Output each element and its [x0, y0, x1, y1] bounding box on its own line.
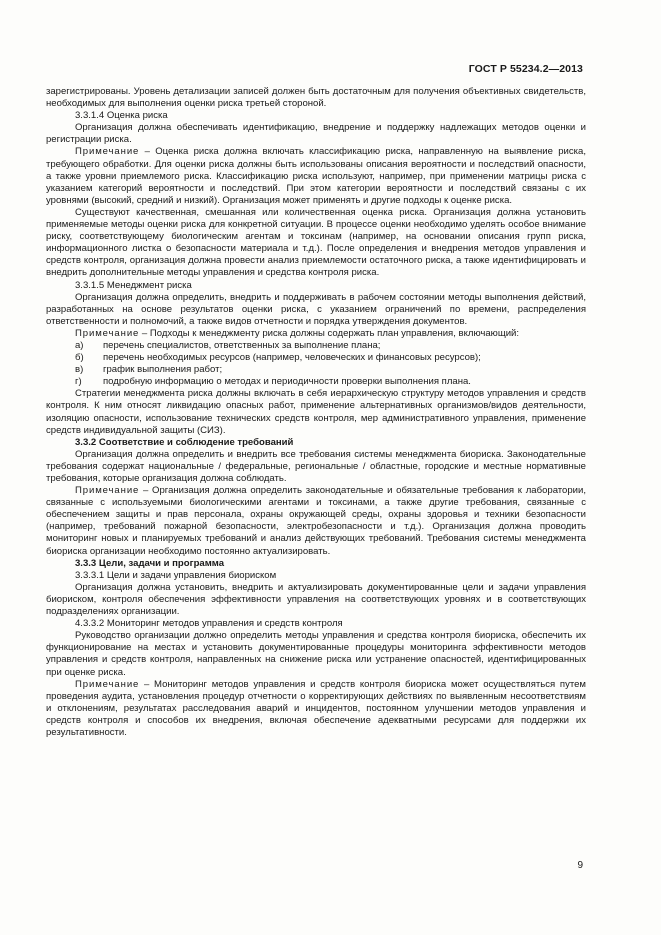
paragraph: Организация должна определить, внедрить и поддерживать в рабочем состоянии методы выполнения действий, разработанных на основе результатов оценки риска, с указанием ограничений по времени, распределения ответственности и полномочий, а также видов отчетности и порядка утверждения документов.: [46, 291, 586, 327]
list-item-text: подробную информацию о методах и периодичности проверки выполнения плана.: [103, 376, 471, 388]
list-marker: а): [75, 339, 84, 351]
plan-list: [46, 340, 586, 388]
paragraph: Стратегии менеджмента риска должны включать в себя иерархическую структуру методов управления и средств контроля. К ним относят ликвидацию опасных работ, применение альтернативных организмов/видов деятельности, изоляцию опасности, использование технических средств контроля, мер административного управления, применение средств индивидуальной защиты (СИЗ).: [46, 388, 586, 436]
note-text: – Подходы к менеджменту риска должны содержать план управления, включающий:: [139, 327, 520, 339]
document-id-header: ГОСТ Р 55234.2—2013: [468, 63, 583, 75]
list-marker: г): [75, 376, 82, 388]
note-paragraph: [46, 679, 586, 739]
note-text: – Оценка риска должна включать классификацию риска, направленную на выявление риска, требующего обработки. Для оценки риска должны быть использованы описания вероятности и последствий опасности, а также уровни приемлемого риска. Классификацию риска используют, например, при применении матрицы риска с указанием категорий вероятности и последствий. При этом категории вероятности и последствий связаны с их уровнями (высокий, средний и низкий). Организация может применять и другие подходы к оценке риска.: [46, 146, 586, 206]
section-heading-3-3-1-4: 3.3.1.4 Оценка риска: [75, 110, 168, 122]
section-heading-3-3-2: 3.3.2 Соответствие и соблюдение требований: [75, 436, 294, 448]
paragraph: Руководство организации должно определить методы управления и средства контроля биориска, обеспечить их функционирование на местах и установить документированные процедуры мониторинга эффективности методов управления и средств контроля, направленных на снижение риска или устранение опасностей, идентифицированных при оценке риска.: [46, 630, 586, 678]
list-item: [46, 376, 586, 388]
paragraph: Организация должна обеспечивать идентификацию, внедрение и поддержку надлежащих методов оценки и регистрации риска.: [46, 122, 586, 146]
list-item-text: график выполнения работ;: [103, 364, 223, 376]
note-text: – Мониторинг методов управления и средств контроля биориска может осуществляться путем проведения аудита, установления процедур отчетности о корректирующих действиях по выявленным несоответствиям и отклонениям, результатах расследования аварий и инцидентов, постоянном улучшении методов управления и средств контроля и способов их внедрения, включая обеспечение адекватными ресурсами для поддержки их результативности.: [46, 678, 586, 738]
list-marker: в): [75, 364, 84, 376]
note-label: Примечание: [75, 146, 140, 158]
list-item: [46, 340, 586, 352]
paragraph: Организация должна определить и внедрить все требования системы менеджмента биориска. Законодательные требования содержат национальные / федеральные, региональные / областные, городские и местные нормативные требования, которые организация должна соблюдать.: [46, 448, 586, 484]
section-heading-3-3-3-1: 3.3.3.1 Цели и задачи управления биориском: [75, 569, 277, 581]
section-heading-4-3-3-2: 4.3.3.2 Мониторинг методов управления и средств контроля: [75, 618, 343, 630]
note-label: Примечание: [75, 485, 140, 497]
document-body: [46, 86, 586, 739]
paragraph: зарегистрированы. Уровень детализации записей должен быть достаточным для получения объективных свидетельств, необходимых для выполнения оценки риска третьей стороной.: [46, 86, 586, 110]
paragraph: Существуют качественная, смешанная или количественная оценка риска. Организация должна установить применяемые методы оценки риска для конкретной ситуации. В процессе оценки необходимо уделять особое внимание риску, соответствующему биологическим агентам и токсинам (например, на основании описания групп риска, информационного листка о безопасности материала и т.д.). После определения и внедрения методов управления и средств контроля, организация должна провести анализ приемлемости остаточного риска, а также идентифицировать и внедрить дополнительные методы управления и средства контроля риска.: [46, 206, 586, 279]
list-item-text: перечень специалистов, ответственных за выполнение плана;: [103, 339, 381, 351]
list-item: [46, 352, 586, 364]
note-label: Примечание: [75, 678, 140, 690]
note-paragraph: [46, 485, 586, 558]
note-label: Примечание: [75, 327, 140, 339]
paragraph: Организация должна установить, внедрить и актуализировать документированные цели и задачи управления биориском, контроля обеспечения эффективности управления на соответствующих уровнях и в соответствующих подразделениях организации.: [46, 581, 586, 618]
list-item-text: перечень необходимых ресурсов (например, человеческих и финансовых ресурсов);: [103, 352, 481, 364]
list-marker: б): [75, 352, 84, 364]
note-text: – Организация должна определить законодательные и обязательные требования к лаборатории, связанные с используемыми биологическими агентами и токсинами, а также другие требования, связанные с обеспечением защиты и прав персонала, охраны окружающей среды, охраны здоровья и техники безопасности (например, требований пожарной безопасности, электробезопасности и т.д.). Организация должна проводить мониторинг новых и планируемых требований и анализ действующих требований. Требования системы менеджмента биориска организации необходимо постоянно актуализировать.: [46, 485, 586, 557]
note-paragraph: [46, 328, 586, 340]
page-number: 9: [577, 860, 583, 871]
note-paragraph: [46, 146, 586, 206]
section-heading-3-3-1-5: 3.3.1.5 Менеджмент риска: [75, 279, 192, 291]
section-heading-3-3-3: 3.3.3 Цели, задачи и программа: [75, 557, 225, 569]
list-item: [46, 364, 586, 376]
